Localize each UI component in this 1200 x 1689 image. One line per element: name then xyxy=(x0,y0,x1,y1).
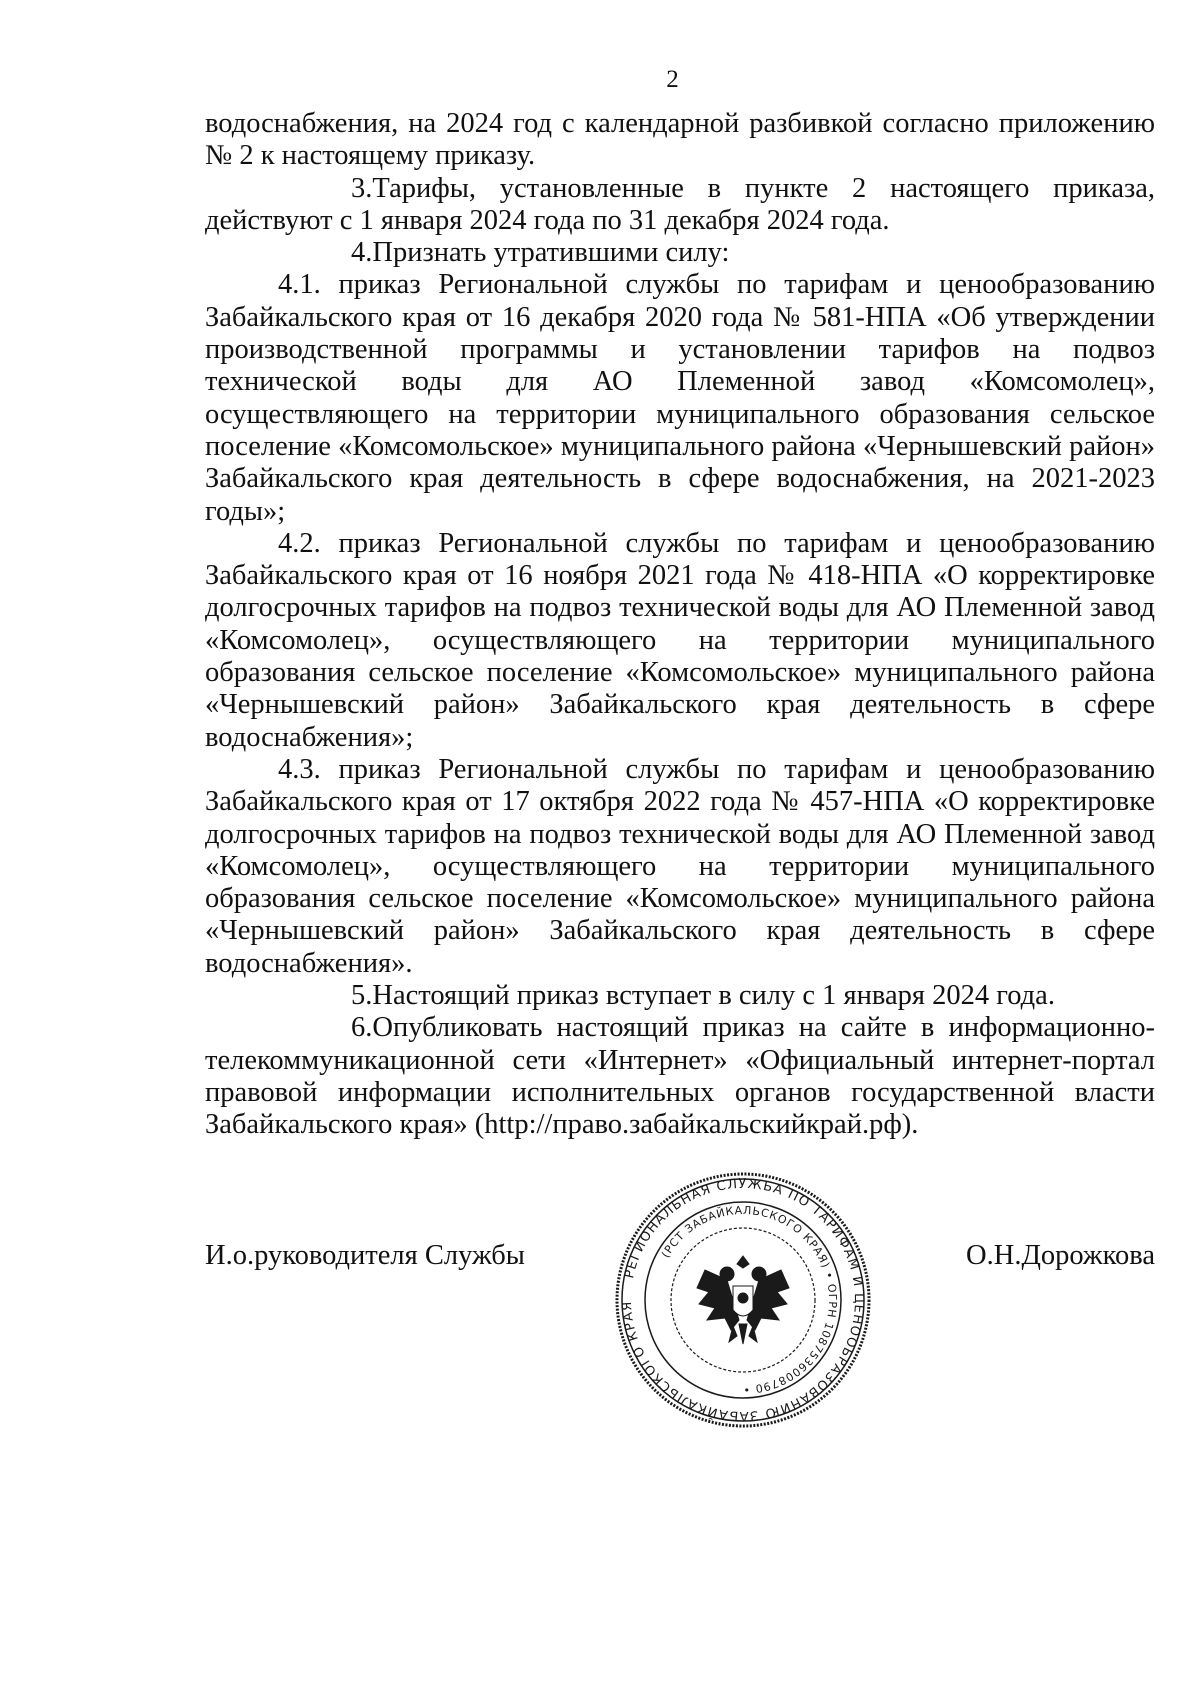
paragraph-item-4 xyxy=(205,237,1155,269)
item-number: 4. xyxy=(351,237,373,269)
document-body xyxy=(205,108,1155,1142)
signatory-position: И.о.руководителя Службы xyxy=(205,1240,525,1271)
paragraph-text: 4.2. приказ Региональной службы по тарифам и ценообразованию Забайкальского края от 16 ноября 2021 года № 418-НПА «О корректировке долгосрочных тарифов на подвоз технической воды для АО Племенной завод «Комсомолец», осуществляющего на территории муниципального образования сельское поселение «Комсомольское» муниципального района «Чернышевский район» Забайкальского края деятельность в сфере водоснабжения»; xyxy=(205,527,1155,753)
item-number: 6. xyxy=(351,1012,373,1044)
paragraph-text: 4.1. приказ Региональной службы по тарифам и ценообразованию Забайкальского края от 16 декабря 2020 года № 581-НПА «Об утверждении производственной программы и установлении тарифов на подвоз технической воды для АО Племенной завод «Комсомолец», осуществляющего на территории муниципального образования сельское поселение «Комсомольское» муниципального района «Чернышевский район» Забайкальского края деятельность в сфере водоснабжения, на 2021-2023 годы»; xyxy=(205,269,1155,527)
seal-inner-text: (РСТ ЗАБАЙКАЛЬСКОГО КРАЯ) • ОГРН 1087536008790 • xyxy=(658,1203,840,1397)
paragraph-item-6 xyxy=(205,1012,1155,1141)
paragraph-item-4-3 xyxy=(205,754,1155,980)
paragraph-item-5 xyxy=(205,980,1155,1012)
paragraph-item-4-1 xyxy=(205,269,1155,527)
paragraph-text: Настоящий приказ вступает в силу с 1 января 2024 года. xyxy=(372,980,1055,1012)
paragraph-text: Опубликовать настоящий приказ на сайте в информационно-телекоммуникационной сети «Интернет» «Официальный интернет-портал правовой информации исполнительных органов государственной власти Забайкальского края» (http://право.забайкальскийкрай.рф). xyxy=(205,1012,1155,1141)
item-number: 3. xyxy=(351,172,373,204)
paragraph-text: 4.3. приказ Региональной службы по тарифам и ценообразованию Забайкальского края от 17 октября 2022 года № 457-НПА «О корректировке долгосрочных тарифов на подвоз технической воды для АО Племенной завод «Комсомолец», осуществляющего на территории муниципального образования сельское поселение «Комсомольское» муниципального района «Чернышевский район» Забайкальского края деятельность в сфере водоснабжения». xyxy=(205,753,1155,979)
paragraph-item-4-2 xyxy=(205,528,1155,754)
paragraph-item-3 xyxy=(205,173,1155,238)
seal-outer-text: РЕГИОНАЛЬНАЯ СЛУЖБА ПО ТАРИФАМ И ЦЕНООБРАЗОВАНИЮ ЗАБАЙКАЛЬСКОГО КРАЯ xyxy=(619,1176,867,1424)
signatory-name: О.Н.Дорожкова xyxy=(966,1240,1155,1271)
paragraph-continuation xyxy=(205,108,1155,173)
item-number: 5. xyxy=(351,980,373,1012)
coat-of-arms-icon xyxy=(697,1256,789,1344)
paragraph-text: Признать утратившими силу: xyxy=(372,237,730,269)
paragraph-text: водоснабжения, на 2024 год с календарной разбивкой согласно приложению № 2 к настоящему приказу. xyxy=(205,108,1155,172)
page-number: 2 xyxy=(666,66,679,93)
official-seal-icon xyxy=(613,1170,873,1430)
paragraph-text: Тарифы, установленные в пункте 2 настоящего приказа, действуют с 1 января 2024 года по 31 декабря 2024 года. xyxy=(205,172,1155,236)
